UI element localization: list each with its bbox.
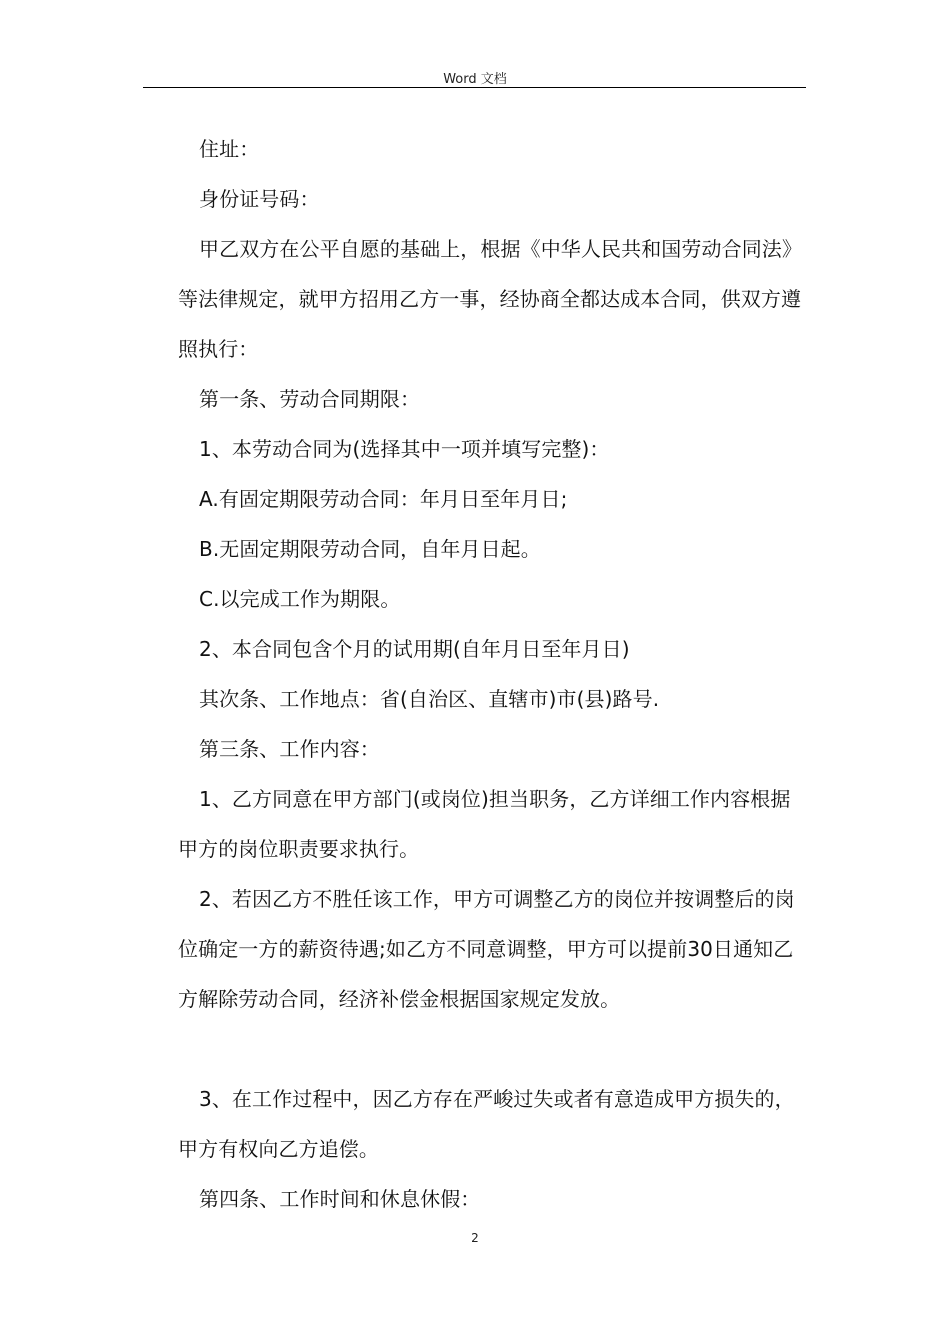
paragraph-option-b: B.无固定期限劳动合同，自年月日起。 bbox=[199, 537, 541, 561]
paragraph-article-4: 第四条、工作时间和休息休假： bbox=[199, 1187, 481, 1211]
paragraph-preamble: 甲乙双方在公平自愿的基础上，根据《中华人民共和国劳动合同法》等法律规定，就甲方招用乙方一事，经协商全都达成本合同，供双方遵照执行： bbox=[178, 237, 802, 361]
paragraph-id-number: 身份证号码： bbox=[199, 187, 320, 211]
paragraph-option-c: C.以完成工作为期限。 bbox=[199, 587, 401, 611]
header-title: Word 文档 bbox=[443, 72, 507, 87]
paragraph-article-1-item-2: 2、本合同包含个月的试用期(自年月日至年月日) bbox=[199, 637, 630, 661]
header-divider bbox=[143, 87, 806, 88]
page-number: 2 bbox=[471, 1231, 479, 1245]
paragraph-option-a: A.有固定期限劳动合同：年月日至年月日; bbox=[199, 487, 568, 511]
paragraph-article-1-item-1: 1、本劳动合同为(选择其中一项并填写完整)： bbox=[199, 437, 610, 461]
page-header bbox=[0, 68, 950, 87]
paragraph-article-1: 第一条、劳动合同期限： bbox=[199, 387, 421, 411]
paragraph-article-3: 第三条、工作内容： bbox=[199, 737, 380, 761]
blank-line bbox=[178, 1024, 808, 1074]
document-body bbox=[178, 124, 808, 1224]
paragraph-article-3-item-3: 3、在工作过程中，因乙方存在严峻过失或者有意造成甲方损失的，甲方有权向乙方追偿。 bbox=[178, 1087, 795, 1161]
paragraph-article-2: 其次条、工作地点：省(自治区、直辖市)市(县)路号. bbox=[199, 687, 660, 711]
paragraph-address: 住址： bbox=[199, 137, 260, 161]
paragraph-article-3-item-1: 1、乙方同意在甲方部门(或岗位)担当职务，乙方详细工作内容根据甲方的岗位职责要求执行。 bbox=[178, 787, 791, 861]
paragraph-article-3-item-2: 2、若因乙方不胜任该工作，甲方可调整乙方的岗位并按调整后的岗位确定一方的薪资待遇;如乙方不同意调整，甲方可以提前30日通知乙方解除劳动合同，经济补偿金根据国家规定发放。 bbox=[178, 887, 795, 1011]
page-footer bbox=[0, 1231, 950, 1245]
